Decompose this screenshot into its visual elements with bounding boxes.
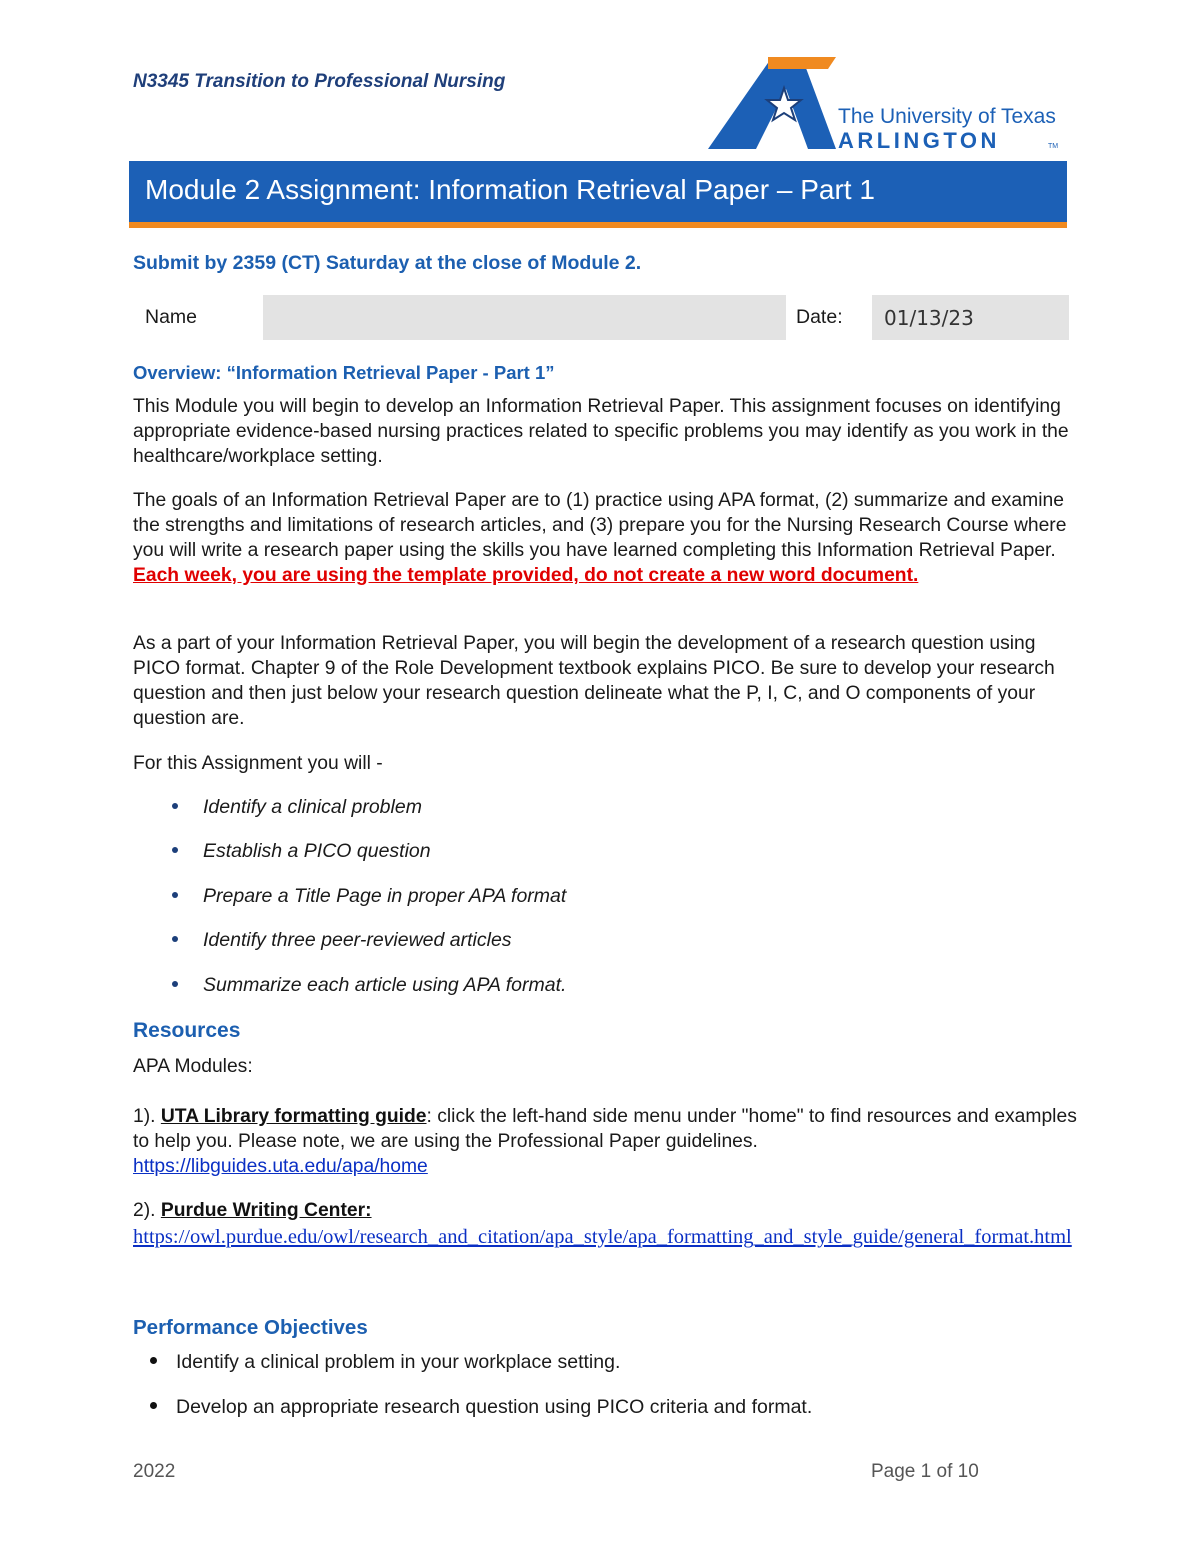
page-number: Page 1 of 10 [871, 1461, 979, 1482]
overview-paragraph-4: For this Assignment you will - [133, 753, 383, 774]
resources-heading: Resources [133, 1019, 241, 1042]
uta-library-url[interactable]: https://libguides.uta.edu/apa/home [133, 1156, 428, 1177]
resource-uta-library: 1). UTA Library formatting guide: click the left-hand side menu under "home" to find resources and examples to help you. Please note, we are using the Professional Paper guidelines. https://libguides.uta.edu/apa/home [133, 1106, 1077, 1177]
list-item: Establish a PICO question [172, 840, 431, 863]
bullet-icon [150, 1357, 157, 1364]
list-item: Identify three peer-reviewed articles [172, 929, 512, 952]
name-label: Name [145, 306, 198, 328]
list-item: Summarize each article using APA format. [172, 974, 566, 997]
purdue-title: Purdue Writing Center: [160, 1200, 372, 1221]
date-field[interactable] [872, 295, 1069, 340]
resource-purdue: 2). Purdue Writing Center: [133, 1200, 372, 1221]
date-value: 01/13/23 [884, 306, 974, 330]
bullet-icon [172, 847, 178, 853]
overview-paragraph-3: As a part of your Information Retrieval Paper, you will begin the development of a research question using PICO format. Chapter 9 of the Role Development textbook explains PICO. Be sure to develop your research question and then just below your research question delineate what the P, I, C, and O components of your question are. [133, 633, 1055, 729]
template-warning: Each week, you are using the template provided, do not create a new word document. [133, 565, 919, 586]
bullet-icon [172, 936, 178, 942]
list-item: Identify a clinical problem in your workplace setting. [150, 1351, 620, 1374]
page-title: Module 2 Assignment: Information Retrieval Paper – Part 1 [145, 174, 875, 205]
bullet-icon [150, 1402, 157, 1409]
list-item: Identify a clinical problem [172, 796, 422, 819]
uta-library-link[interactable]: UTA Library formatting guide [160, 1106, 427, 1127]
overview-paragraph-2 [133, 488, 1078, 588]
goals-text: The goals of an Information Retrieval Paper are to (1) practice using APA format, (2) summarize and examine the strengths and limitations of research articles, and (3) prepare you for the Nursing Research Course where you will write a research paper using the skills you have learned completing this Information Retrieval Paper. [133, 490, 1067, 561]
name-field[interactable] [263, 295, 786, 340]
submit-deadline: Submit by 2359 (CT) Saturday at the close of Module 2. [133, 252, 642, 274]
logo-tm-text: TM [1048, 143, 1059, 150]
purdue-url[interactable]: https://owl.purdue.edu/owl/research_and_citation/apa_style/apa_formatting_and_style_guide/general_format.html [133, 1226, 1072, 1248]
performance-heading: Performance Objectives [133, 1316, 368, 1339]
title-banner [129, 161, 1067, 228]
logo-arlington-text: ARLINGTON [838, 128, 1000, 153]
bullet-icon [172, 892, 178, 898]
overview-paragraph-1: This Module you will begin to develop an Information Retrieval Paper. This assignment focuses on identifying appropriate evidence-based nursing practices related to specific problems you may identify as you work in the healthcare/workplace setting. [133, 396, 1069, 467]
list-item: Prepare a Title Page in proper APA format [172, 885, 566, 908]
apa-modules-label: APA Modules: [133, 1056, 253, 1077]
purdue-url-block [133, 1224, 1073, 1251]
overview-heading: Overview: “Information Retrieval Paper - Part 1” [133, 362, 555, 383]
list-item: Develop an appropriate research question using PICO criteria and format. [150, 1396, 812, 1419]
uta-logo [708, 56, 1078, 156]
footer-year: 2022 [133, 1461, 176, 1482]
bullet-icon [172, 803, 178, 809]
uta-a-star-icon [708, 56, 1078, 156]
course-title: N3345 Transition to Professional Nursing [133, 71, 506, 92]
date-label: Date: [796, 306, 843, 328]
logo-university-text: The University of Texas [838, 105, 1056, 128]
bullet-icon [172, 981, 178, 987]
